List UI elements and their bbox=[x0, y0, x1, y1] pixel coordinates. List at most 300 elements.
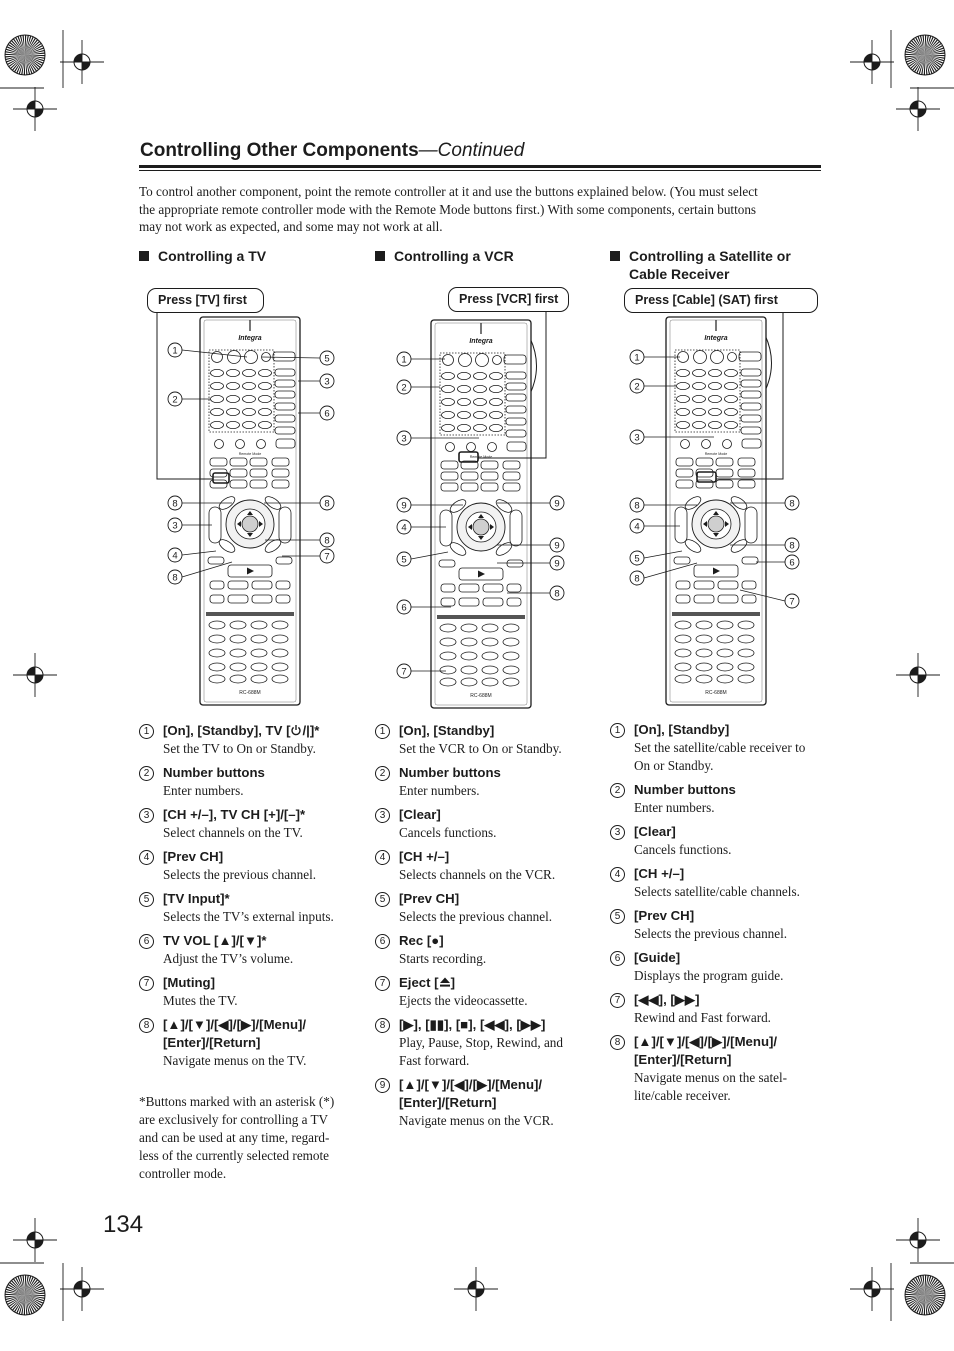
remote-number-button bbox=[677, 421, 690, 428]
remote-controller-illustration bbox=[666, 317, 772, 705]
remote-button bbox=[441, 598, 455, 606]
item-title-suffix: ] bbox=[450, 975, 455, 990]
item-number-badge: 7 bbox=[610, 993, 625, 1008]
callout bbox=[298, 406, 334, 420]
remote-controller-illustration bbox=[200, 317, 300, 705]
callout-number: 5 bbox=[401, 554, 407, 566]
remote-side-button bbox=[506, 418, 526, 425]
remote-side-button bbox=[506, 406, 526, 413]
remote-number-button bbox=[259, 395, 272, 402]
remote-mode-button bbox=[676, 458, 693, 466]
item-number-badge: 9 bbox=[375, 1078, 390, 1093]
item-number-badge: 6 bbox=[610, 951, 625, 966]
remote-round-button bbox=[467, 443, 476, 452]
remote-standby-button bbox=[228, 351, 241, 364]
callout-number: 6 bbox=[324, 408, 330, 420]
remote-button bbox=[441, 584, 455, 592]
remote-number-button bbox=[474, 411, 487, 418]
item-number-badge: 4 bbox=[139, 850, 154, 865]
item-title-suffix: /|]* bbox=[302, 723, 320, 738]
callout-number: 2 bbox=[401, 382, 407, 394]
item-title: [▲]/[▼]/[◀]/[▶]/[Menu]/ [Enter]/[Return] bbox=[634, 1034, 778, 1067]
remote-function-button bbox=[461, 624, 477, 632]
remote-button bbox=[208, 557, 224, 564]
item-title: [Guide] bbox=[634, 950, 681, 965]
remote-button bbox=[483, 598, 503, 606]
remote-round-button bbox=[728, 353, 737, 362]
remote-function-button bbox=[230, 635, 246, 643]
remote-side-button bbox=[741, 369, 761, 376]
remote-mode-button bbox=[481, 472, 498, 480]
callout-number: 9 bbox=[554, 558, 560, 570]
remote-number-button bbox=[709, 369, 722, 376]
remote-round-button bbox=[476, 354, 489, 367]
item-number-badge: 8 bbox=[610, 1035, 625, 1050]
item-body bbox=[163, 1016, 355, 1070]
item-number-badge: 8 bbox=[139, 1018, 154, 1033]
remote-number-button bbox=[490, 424, 503, 431]
remote-number-button bbox=[490, 411, 503, 418]
list-item bbox=[139, 890, 355, 926]
remote-button bbox=[742, 557, 758, 564]
item-number-badge: 1 bbox=[375, 724, 390, 739]
remote-mode-button bbox=[461, 483, 478, 491]
remote-function-button bbox=[230, 649, 246, 657]
item-number-badge: 3 bbox=[139, 808, 154, 823]
remote-button bbox=[507, 598, 521, 606]
press-tv-first-label: Press [TV] first bbox=[147, 288, 264, 313]
remote-mode-button bbox=[676, 469, 693, 477]
remote-function-button bbox=[209, 621, 225, 629]
remote-number-button bbox=[259, 408, 272, 415]
registration-crosshair bbox=[850, 1267, 894, 1311]
item-description: Selects the previous channel. bbox=[634, 926, 788, 941]
item-body bbox=[634, 823, 826, 859]
remote-function-button bbox=[440, 624, 456, 632]
item-description: Selects the previous channel. bbox=[399, 909, 553, 924]
item-title: [Muting] bbox=[163, 975, 215, 990]
remote-round-button bbox=[681, 440, 690, 449]
callout-number: 9 bbox=[554, 540, 560, 552]
list-item bbox=[139, 764, 355, 800]
callout-number: 4 bbox=[634, 521, 640, 533]
item-body bbox=[163, 848, 355, 884]
remote-mode-button bbox=[210, 458, 227, 466]
remote-mode-button bbox=[503, 483, 520, 491]
remote-function-button bbox=[440, 666, 456, 674]
remote-function-button bbox=[503, 666, 519, 674]
remote-function-button bbox=[251, 649, 267, 657]
registration-crosshair bbox=[896, 87, 940, 131]
remote-function-button bbox=[675, 675, 691, 683]
power-standby-icon bbox=[290, 724, 302, 736]
remote-number-button bbox=[693, 408, 706, 415]
remote-mode-button bbox=[250, 469, 267, 477]
callout-number: 9 bbox=[401, 500, 407, 512]
list-item bbox=[610, 991, 826, 1027]
item-title: [CH +/–] bbox=[399, 849, 450, 864]
registration-crosshair bbox=[850, 40, 894, 84]
list-item bbox=[610, 823, 826, 859]
remote-function-button bbox=[503, 624, 519, 632]
list-item bbox=[610, 907, 826, 943]
item-number-badge: 2 bbox=[375, 766, 390, 781]
remote-round-button bbox=[723, 440, 732, 449]
section-heading-text: Controlling a VCR bbox=[394, 248, 514, 264]
remote-model-label: RC-688M bbox=[239, 690, 261, 696]
callout-number: 5 bbox=[324, 353, 330, 365]
callout-number: 8 bbox=[172, 572, 178, 584]
remote-section-band bbox=[672, 612, 760, 616]
remote-function-button bbox=[272, 649, 288, 657]
remote-function-button bbox=[717, 675, 733, 683]
remote-side-button bbox=[506, 394, 526, 401]
remote-function-button bbox=[251, 663, 267, 671]
remote-side-button bbox=[741, 391, 761, 398]
remote-function-button bbox=[482, 638, 498, 646]
remote-mode-label: Remote Mode bbox=[238, 452, 262, 456]
remote-number-button bbox=[458, 385, 471, 392]
remote-button bbox=[742, 595, 756, 603]
remote-number-button bbox=[227, 382, 240, 389]
remote-number-button bbox=[243, 395, 256, 402]
item-number-badge: 5 bbox=[139, 892, 154, 907]
item-body bbox=[634, 865, 826, 901]
remote-mode-button bbox=[272, 458, 289, 466]
list-item bbox=[139, 932, 355, 968]
list-item bbox=[375, 890, 591, 926]
remote-mode-button bbox=[441, 472, 458, 480]
remote-mode-button bbox=[230, 469, 247, 477]
callout-number: 1 bbox=[172, 345, 178, 357]
list-item bbox=[375, 1016, 591, 1070]
item-body bbox=[634, 781, 826, 817]
remote-button bbox=[742, 439, 761, 448]
remote-button bbox=[276, 581, 290, 589]
callout-number: 8 bbox=[324, 498, 330, 510]
remote-function-button bbox=[675, 621, 691, 629]
remote-button bbox=[718, 595, 738, 603]
remote-button bbox=[694, 581, 714, 589]
remote-function-button bbox=[717, 649, 733, 657]
remote-mode-button bbox=[272, 469, 289, 477]
remote-number-button bbox=[458, 398, 471, 405]
remote-number-button bbox=[227, 408, 240, 415]
remote-mode-button bbox=[250, 458, 267, 466]
list-item bbox=[610, 781, 826, 817]
remote-brand-logo: Integra bbox=[704, 335, 728, 342]
item-body bbox=[163, 722, 355, 758]
callout-number: 3 bbox=[324, 376, 330, 388]
remote-mode-button bbox=[230, 458, 247, 466]
registration-crosshair bbox=[896, 1218, 940, 1262]
asterisk-footnote: *Buttons marked with an asterisk (*) are exclusively for controlling a TV and can be used at any time, regard- less of the currently selected remote controller mode. bbox=[139, 1094, 335, 1181]
remote-standby-button bbox=[459, 354, 472, 367]
remote-function-button bbox=[209, 649, 225, 657]
remote-number-button bbox=[211, 395, 224, 402]
item-description: Play, Pause, Stop, Rewind, and Fast forward. bbox=[399, 1035, 563, 1068]
remote-number-button bbox=[458, 424, 471, 431]
item-number-badge: 5 bbox=[375, 892, 390, 907]
remote-number-button bbox=[243, 382, 256, 389]
item-description: Selects satellite/cable channels. bbox=[634, 884, 800, 899]
callout bbox=[298, 374, 334, 388]
list-item bbox=[375, 974, 591, 1010]
remote-number-button bbox=[725, 369, 738, 376]
remote-function-button bbox=[482, 624, 498, 632]
remote-mode-button bbox=[716, 458, 733, 466]
remote-button bbox=[507, 442, 526, 451]
callout-number: 8 bbox=[172, 498, 178, 510]
item-title: [Clear] bbox=[399, 807, 441, 822]
remote-mode-button bbox=[696, 458, 713, 466]
list-item bbox=[139, 722, 355, 758]
remote-function-button bbox=[251, 635, 267, 643]
remote-side-button bbox=[275, 391, 295, 398]
list-item bbox=[375, 764, 591, 800]
remote-number-button bbox=[677, 395, 690, 402]
remote-controller-illustration bbox=[431, 320, 537, 708]
remote-button bbox=[459, 584, 479, 592]
remote-number-button bbox=[709, 408, 722, 415]
remote-mode-button bbox=[676, 480, 693, 488]
remote-mode-button bbox=[272, 480, 289, 488]
remote-round-button bbox=[236, 440, 245, 449]
callout-number: 2 bbox=[172, 394, 178, 406]
callout-number: 9 bbox=[554, 498, 560, 510]
remote-number-button bbox=[693, 395, 706, 402]
remote-function-button bbox=[503, 638, 519, 646]
item-body bbox=[399, 722, 591, 758]
remote-side-button bbox=[275, 427, 295, 434]
remote-mode-button bbox=[461, 472, 478, 480]
item-description: Set the VCR to On or Standby. bbox=[399, 741, 562, 756]
remote-number-button bbox=[725, 382, 738, 389]
section-heading-text: Controlling a Satellite or Cable Receiver bbox=[629, 248, 791, 282]
square-bullet-icon bbox=[375, 251, 385, 261]
remote-button bbox=[276, 557, 292, 564]
item-description: Enter numbers. bbox=[634, 800, 715, 815]
remote-number-button bbox=[677, 369, 690, 376]
item-description: Ejects the videocassette. bbox=[399, 993, 528, 1008]
callout-number: 3 bbox=[172, 520, 178, 532]
remote-function-button bbox=[251, 621, 267, 629]
list-item bbox=[610, 865, 826, 901]
remote-number-button bbox=[693, 382, 706, 389]
remote-mode-button bbox=[696, 469, 713, 477]
callout-number: 8 bbox=[324, 535, 330, 547]
remote-button bbox=[276, 439, 295, 448]
registration-crosshair bbox=[896, 653, 940, 697]
remote-button bbox=[228, 595, 248, 603]
remote-side-button bbox=[275, 403, 295, 410]
item-title: [Clear] bbox=[634, 824, 676, 839]
remote-number-button bbox=[227, 421, 240, 428]
list-item bbox=[139, 974, 355, 1010]
callout-number: 7 bbox=[401, 666, 407, 678]
remote-button bbox=[694, 595, 714, 603]
remote-enter-button bbox=[473, 519, 489, 535]
item-body bbox=[399, 806, 591, 842]
remote-number-button bbox=[490, 372, 503, 379]
remote-side-button bbox=[741, 415, 761, 422]
remote-mode-button bbox=[481, 461, 498, 469]
item-number-badge: 6 bbox=[139, 934, 154, 949]
callout-number: 1 bbox=[634, 352, 640, 364]
remote-brand-logo: Integra bbox=[238, 335, 262, 342]
remote-number-button bbox=[243, 421, 256, 428]
registration-crosshair bbox=[454, 1267, 498, 1311]
section-heading-text: Controlling a TV bbox=[158, 248, 267, 264]
page-number: 134 bbox=[103, 1211, 144, 1238]
remote-function-button bbox=[675, 635, 691, 643]
remote-ch-rocker bbox=[440, 510, 452, 546]
remote-function-button bbox=[272, 621, 288, 629]
eject-icon bbox=[439, 976, 451, 988]
remote-function-button bbox=[272, 663, 288, 671]
remote-side-button bbox=[506, 372, 526, 379]
remote-function-button bbox=[738, 649, 754, 657]
remote-mode-button bbox=[503, 472, 520, 480]
remote-button bbox=[676, 595, 690, 603]
remote-round-button bbox=[488, 443, 497, 452]
remote-section-band bbox=[206, 612, 294, 616]
callout-number: 8 bbox=[554, 588, 560, 600]
remote-function-button bbox=[482, 678, 498, 686]
remote-number-button bbox=[259, 421, 272, 428]
intro-paragraph: To control another component, point the remote controller at it and use the buttons explained below. (You must select the appropriate remote controller mode with the Remote Mode buttons first.) With some components, certain buttons may not work as expected, and some may not work at all. bbox=[139, 184, 758, 235]
title-rule-thin bbox=[139, 170, 821, 171]
remote-number-button bbox=[709, 395, 722, 402]
remote-side-button bbox=[506, 383, 526, 390]
remote-number-button bbox=[211, 382, 224, 389]
remote-function-button bbox=[738, 663, 754, 671]
remote-function-button bbox=[209, 635, 225, 643]
remote-number-button bbox=[442, 398, 455, 405]
remote-vol-rocker bbox=[510, 510, 522, 546]
remote-number-button bbox=[725, 395, 738, 402]
list-item bbox=[375, 1076, 591, 1130]
callout-number: 3 bbox=[401, 433, 407, 445]
callout-number: 6 bbox=[789, 557, 795, 569]
remote-function-button bbox=[717, 635, 733, 643]
remote-number-button bbox=[725, 421, 738, 428]
item-description: Navigate menus on the TV. bbox=[163, 1053, 307, 1068]
item-title: [▲]/[▼]/[◀]/[▶]/[Menu]/ [Enter]/[Return] bbox=[163, 1017, 307, 1050]
remote-function-button bbox=[738, 621, 754, 629]
list-item bbox=[375, 932, 591, 968]
remote-tv-power-button bbox=[273, 352, 295, 361]
remote-section-band bbox=[437, 615, 525, 619]
callout-number: 8 bbox=[789, 540, 795, 552]
item-title: Number buttons bbox=[163, 765, 265, 780]
remote-side-button bbox=[275, 380, 295, 387]
remote-number-button bbox=[474, 424, 487, 431]
remote-brand-logo: Integra bbox=[469, 338, 493, 345]
callout-number: 8 bbox=[789, 498, 795, 510]
remote-function-button bbox=[440, 652, 456, 660]
remote-button bbox=[228, 581, 248, 589]
remote-mode-button bbox=[441, 483, 458, 491]
item-number-badge: 2 bbox=[139, 766, 154, 781]
remote-mode-button bbox=[230, 480, 247, 488]
item-description: Navigate menus on the VCR. bbox=[399, 1113, 554, 1128]
remote-function-button bbox=[230, 621, 246, 629]
remote-round-button bbox=[702, 440, 711, 449]
item-title: [CH +/–], TV CH [+]/[–]* bbox=[163, 807, 306, 822]
item-title bbox=[163, 722, 355, 740]
item-number-badge: 7 bbox=[139, 976, 154, 991]
remote-function-button bbox=[440, 678, 456, 686]
item-description: Navigate menus on the satel- lite/cable receiver. bbox=[634, 1070, 788, 1103]
item-title-text: [On], [Standby], TV [ bbox=[163, 723, 291, 738]
item-title: [On], [Standby] bbox=[399, 723, 495, 738]
remote-button bbox=[459, 598, 479, 606]
remote-mode-button bbox=[503, 461, 520, 469]
remote-button bbox=[676, 581, 690, 589]
remote-number-button bbox=[227, 395, 240, 402]
page-title-suffix: —Continued bbox=[418, 140, 525, 161]
remote-mode-button bbox=[716, 480, 733, 488]
item-number-badge: 3 bbox=[375, 808, 390, 823]
remote-function-button bbox=[440, 638, 456, 646]
remote-round-button bbox=[711, 351, 724, 364]
remote-mode-button bbox=[738, 458, 755, 466]
item-number-badge: 8 bbox=[375, 1018, 390, 1033]
item-title: Number buttons bbox=[399, 765, 501, 780]
title-rule-thick bbox=[139, 165, 821, 168]
item-title: [CH +/–] bbox=[634, 866, 685, 881]
item-body bbox=[163, 764, 355, 800]
item-description: Adjust the TV’s volume. bbox=[163, 951, 294, 966]
list-item bbox=[610, 721, 826, 775]
remote-mode-button bbox=[250, 480, 267, 488]
registration-crosshair bbox=[60, 40, 104, 84]
remote-round-button bbox=[446, 443, 455, 452]
remote-function-button bbox=[696, 663, 712, 671]
item-description: Mutes the TV. bbox=[163, 993, 238, 1008]
remote-function-button bbox=[503, 652, 519, 660]
item-title: [Prev CH] bbox=[399, 891, 460, 906]
item-body bbox=[399, 890, 591, 926]
remote-number-button bbox=[693, 369, 706, 376]
page-title bbox=[140, 139, 524, 163]
callout-number: 7 bbox=[324, 551, 330, 563]
remote-number-button bbox=[442, 424, 455, 431]
remote-side-button bbox=[741, 427, 761, 434]
square-bullet-icon bbox=[139, 251, 149, 261]
remote-tv-power-button bbox=[739, 352, 761, 361]
remote-side-button bbox=[741, 403, 761, 410]
callout-number: 4 bbox=[172, 550, 178, 562]
item-number-badge: 4 bbox=[610, 867, 625, 882]
section-heading-satellite-cable bbox=[610, 247, 826, 283]
remote-button bbox=[507, 560, 523, 567]
remote-function-button bbox=[717, 621, 733, 629]
remote-ch-rocker bbox=[675, 507, 687, 543]
remote-button bbox=[483, 584, 503, 592]
remote-function-button bbox=[696, 635, 712, 643]
remote-mode-button bbox=[441, 461, 458, 469]
remote-side-button bbox=[506, 430, 526, 437]
item-number-badge: 7 bbox=[375, 976, 390, 991]
item-description: Selects channels on the VCR. bbox=[399, 867, 556, 882]
callout-number: 6 bbox=[401, 602, 407, 614]
list-item bbox=[375, 722, 591, 758]
remote-mode-button bbox=[481, 483, 498, 491]
remote-function-button bbox=[461, 638, 477, 646]
item-title: Rec [●] bbox=[399, 933, 444, 948]
